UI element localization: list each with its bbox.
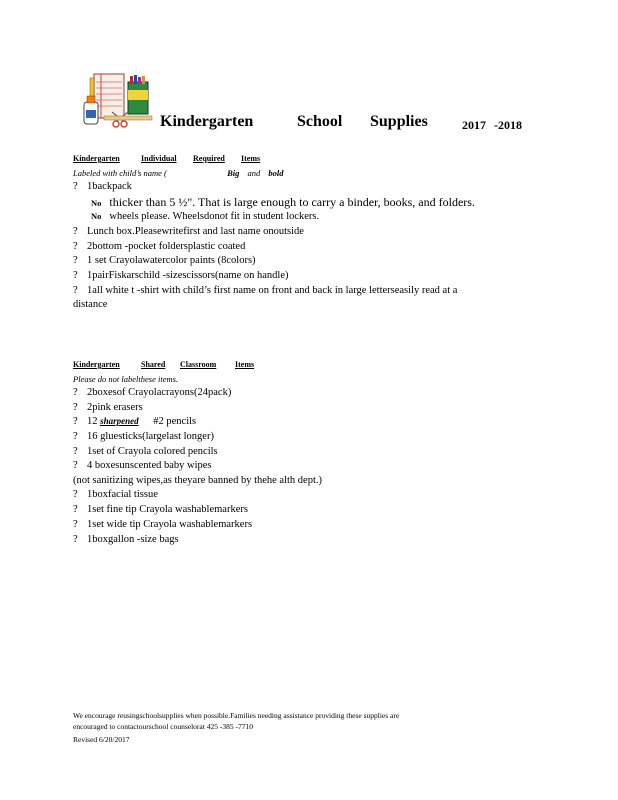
- list-item: ? 1set of Crayola colored pencils: [73, 446, 218, 457]
- individual-heading-4: Items: [241, 154, 261, 163]
- list-item: ? 1boxfacial tissue: [73, 489, 158, 500]
- individual-heading-1: Kindergarten: [73, 154, 120, 163]
- individual-label-note: Labeled with child’s name ( Big and bold: [73, 168, 284, 178]
- footer-line-2: encouraged to contactourschool counselorat 425 -385 -7710: [73, 722, 253, 731]
- list-item: ? 1backpack: [73, 181, 132, 192]
- list-item: ? 1 set Crayolawatercolor paints (8colors): [73, 255, 256, 266]
- list-item: ? 1boxgallon -size bags: [73, 534, 179, 545]
- list-item: ? 1set wide tip Crayola washablemarkers: [73, 519, 253, 530]
- list-item: ? 2pink erasers: [73, 402, 143, 413]
- school-supplies-clipart: [82, 72, 154, 130]
- title-supplies: Supplies: [370, 113, 428, 130]
- list-item: ? 16 gluesticks(largelast longer): [73, 431, 214, 442]
- shared-label-note: Please do not labelthese items.: [73, 374, 179, 384]
- individual-heading-2: Individual: [141, 154, 177, 163]
- shared-heading-3: Classroom: [180, 360, 217, 369]
- backpack-note: No thicker than 5 ½". That is large enough to carry a binder, books, and folders.: [91, 195, 475, 209]
- footer-revised: Revised 6/20/2017: [73, 735, 130, 744]
- title-school: School: [297, 113, 343, 130]
- list-item: ? Lunch box.Pleasewritefirst and last name onoutside: [73, 226, 304, 237]
- footer-line-1: We encourage reusingschoolsupplies when possible.Families needing assistance providing these supplies are: [73, 711, 400, 720]
- list-item: ? 2boxesof Crayolacrayons(24pack): [73, 387, 232, 398]
- list-item: ? 12 sharpened #2 pencils: [73, 416, 197, 427]
- list-item: ? 2bottom -pocket foldersplastic coated: [73, 241, 246, 252]
- shared-heading-1: Kindergarten: [73, 360, 120, 369]
- list-item-continuation: distance: [73, 299, 108, 310]
- shared-heading-2: Shared: [141, 360, 166, 369]
- list-item: ? 1pairFiskarschild -sizescissors(name on handle): [73, 270, 289, 281]
- shared-heading-4: Items: [235, 360, 255, 369]
- sharpened-emphasis: sharpened: [100, 416, 139, 426]
- wipes-note: (not sanitizing wipes,as theyare banned by thehe alth dept.): [73, 475, 323, 486]
- list-item: ? 1all white t -shirt with child’s first name on front and back in large letterseasily read at a: [73, 285, 458, 296]
- list-item: ? 1set fine tip Crayola washablemarkers: [73, 504, 248, 515]
- year-start: 2017: [462, 118, 486, 132]
- year-end: -2018: [494, 118, 522, 132]
- backpack-note: No wheels please. Wheelsdonot fit in student lockers.: [91, 211, 320, 222]
- individual-heading-3: Required: [193, 154, 225, 163]
- list-item: ? 4 boxesunscented baby wipes: [73, 460, 212, 471]
- title-kindergarten: Kindergarten: [160, 113, 254, 130]
